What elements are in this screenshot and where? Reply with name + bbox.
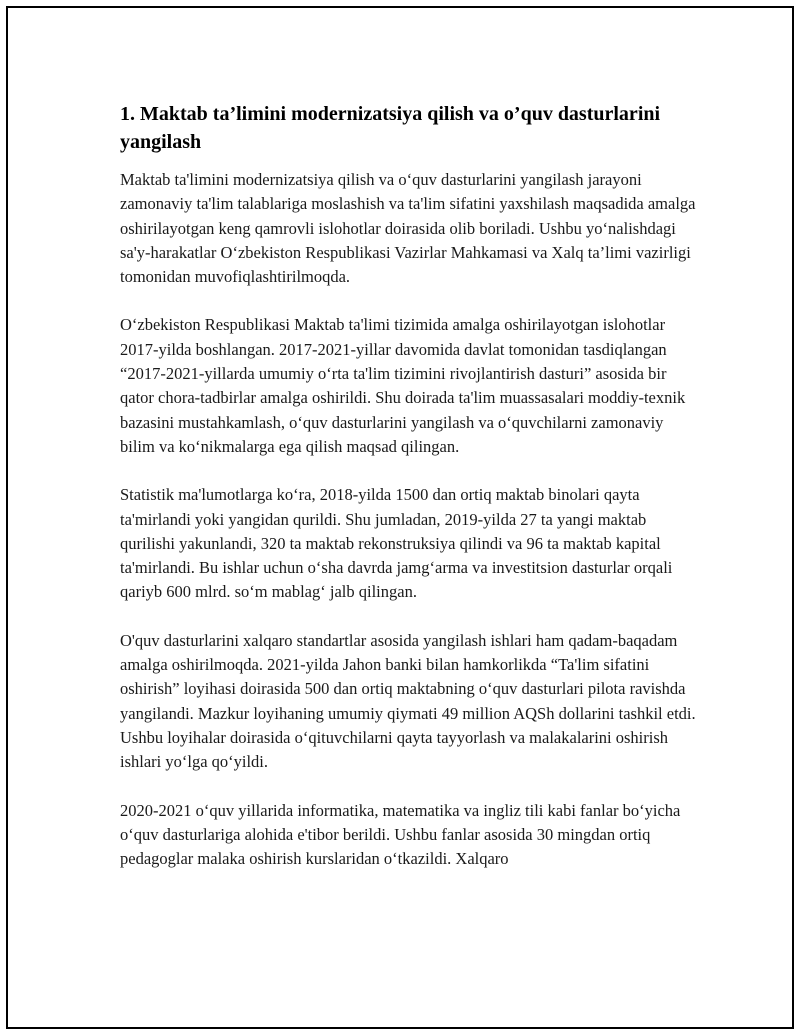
- paragraph-international-standards: O'quv dasturlarini xalqaro standartlar asosida yangilash ishlari ham qadam-baqadam amalga oshirilmoqda. 2021-yilda Jahon banki bilan hamkorlikda “Ta'lim sifatini oshirish” loyihasi doirasida 500 dan ortiq maktabning o‘quv dasturlari pilota ravishda yangilandi. Mazkur loyihaning umumiy qiymati 49 million AQSh dollarini tashkil etdi. Ushbu loyihalar doirasida o‘qituvchilarni qayta tayyorlash va malakalarini oshirish ishlari yo‘lga qo‘yildi.: [120, 630, 696, 772]
- document-page: [6, 6, 794, 1029]
- paragraph-reforms-2017: O‘zbekiston Respublikasi Maktab ta'limi tizimida amalga oshirilayotgan islohotlar 2017-yilda boshlangan. 2017-2021-yillar davomida davlat tomonidan tasdiqlangan “2017-2021-yillarda umumiy o‘rta ta'lim tizimini rivojlantirish dasturi” asosida bir qator chora-tadbirlar amalga oshirildi. Shu doirada ta'lim muassasalari moddiy-texnik bazasini mustahkamlash, o‘quv dasturlarini yangilash va o‘quvchilarni zamonaviy bilim va ko‘nikmalarga ega qilish maqsad qilingan.: [120, 315, 686, 456]
- paragraph-statistics: Statistik ma'lumotlarga ko‘ra, 2018-yilda 1500 dan ortiq maktab binolari qayta ta'mirlandi yoki yangidan qurildi. Shu jumladan, 2019-yilda 27 ta yangi maktab qurilishi yakunlandi, 320 ta maktab rekonstruksiya qilindi va 96 ta maktab kapital ta'mirlandi. Bu ishlar uchun o‘sha davrda jamg‘arma va investitsion dasturlar orqali qariyb 600 mlrd. so‘m mablag‘ jalb qilingan.: [120, 485, 673, 602]
- document-body: [120, 100, 698, 895]
- paragraph-intro: Maktab ta'limini modernizatsiya qilish va o‘quv dasturlarini yangilash jarayoni zamonaviy ta'lim talablariga moslashish va ta'lim sifatini yaxshilash maqsadida amalga oshirilayotgan keng qamrovli islohotlar doirasida olib boriladi. Ushbu yo‘nalishdagi sa'y-harakatlar O‘zbekiston Respublikasi Vazirlar Mahkamasi va Xalq ta’limi vazirligi tomonidan muvofiqlashtirilmoqda.: [120, 170, 696, 287]
- paragraph-subjects-2020: 2020-2021 o‘quv yillarida informatika, matematika va ingliz tili kabi fanlar bo‘yicha o‘quv dasturlariga alohida e'tibor berildi. Ushbu fanlar asosida 30 mingdan ortiq pedagoglar malaka oshirish kurslaridan o‘tkazildi. Xalqaro: [120, 800, 681, 869]
- section-heading: 1. Maktab ta’limini modernizatsiya qilish va o’quv dasturlarini yangilash: [120, 103, 661, 153]
